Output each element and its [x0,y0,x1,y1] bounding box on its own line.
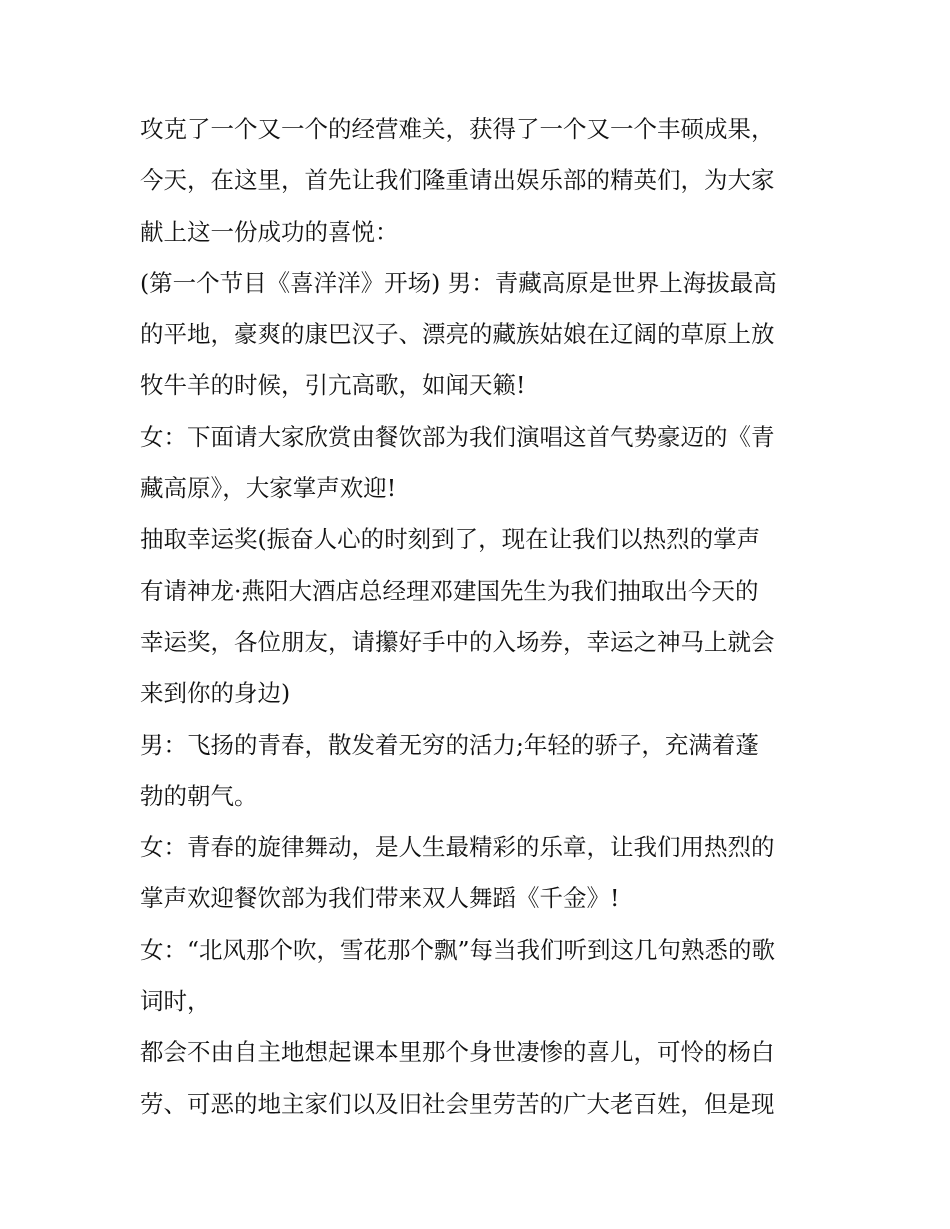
text-line: 女：青春的旋律舞动，是人生最精彩的乐章，让我们用热烈的 [140,833,775,862]
text-line: 攻克了一个又一个的经营难关，获得了一个又一个丰硕成果， [140,115,775,143]
text-line: 女：“北风那个吹，雪花那个飘”每当我们听到这几句熟悉的歌 [140,935,776,964]
text-line: 的平地，豪爽的康巴汉子、漂亮的藏族姑娘在辽阔的草原上放 [140,320,775,349]
text-line: (第一个节目《喜洋洋》开场) 男：青藏高原是世界上海拔最高 [140,268,777,297]
body-text [140,104,820,1130]
text-line: 都会不由自主地想起课本里那个身世凄惨的喜儿，可怜的杨白 [140,1038,775,1067]
text-line: 牧牛羊的时候，引亢高歌，如闻天籁! [140,371,526,400]
text-line: 有请神龙·燕阳大酒店总经理邓建国先生为我们抽取出今天的 [140,576,759,605]
text-line: 今天，在这里，首先让我们隆重请出娱乐部的精英们，为大家 [140,166,775,195]
text-line: 女：下面请大家欣赏由餐饮部为我们演唱这首气势豪迈的《青 [140,422,775,451]
text-line: 藏高原》，大家掌声欢迎! [140,474,397,503]
text-line: 劳、可恶的地主家们以及旧社会里劳苦的广大老百姓，但是现 [140,1089,775,1118]
text-line: 掌声欢迎餐饮部为我们带来双人舞蹈《千金》! [140,884,620,913]
text-line: 抽取幸运奖(振奋人心的时刻到了，现在让我们以热烈的掌声 [140,525,761,554]
text-line: 献上这一份成功的喜悦： [140,217,399,246]
text-line: 幸运奖，各位朋友，请攥好手中的入场券，幸运之神马上就会 [140,627,775,656]
text-line: 词时， [140,987,211,1016]
text-line: 男：飞扬的青春，散发着无穷的活力;年轻的骄子，充满着蓬 [140,730,759,759]
text-line: 勃的朝气。 [140,781,258,810]
text-line: 来到你的身边) [140,679,291,708]
